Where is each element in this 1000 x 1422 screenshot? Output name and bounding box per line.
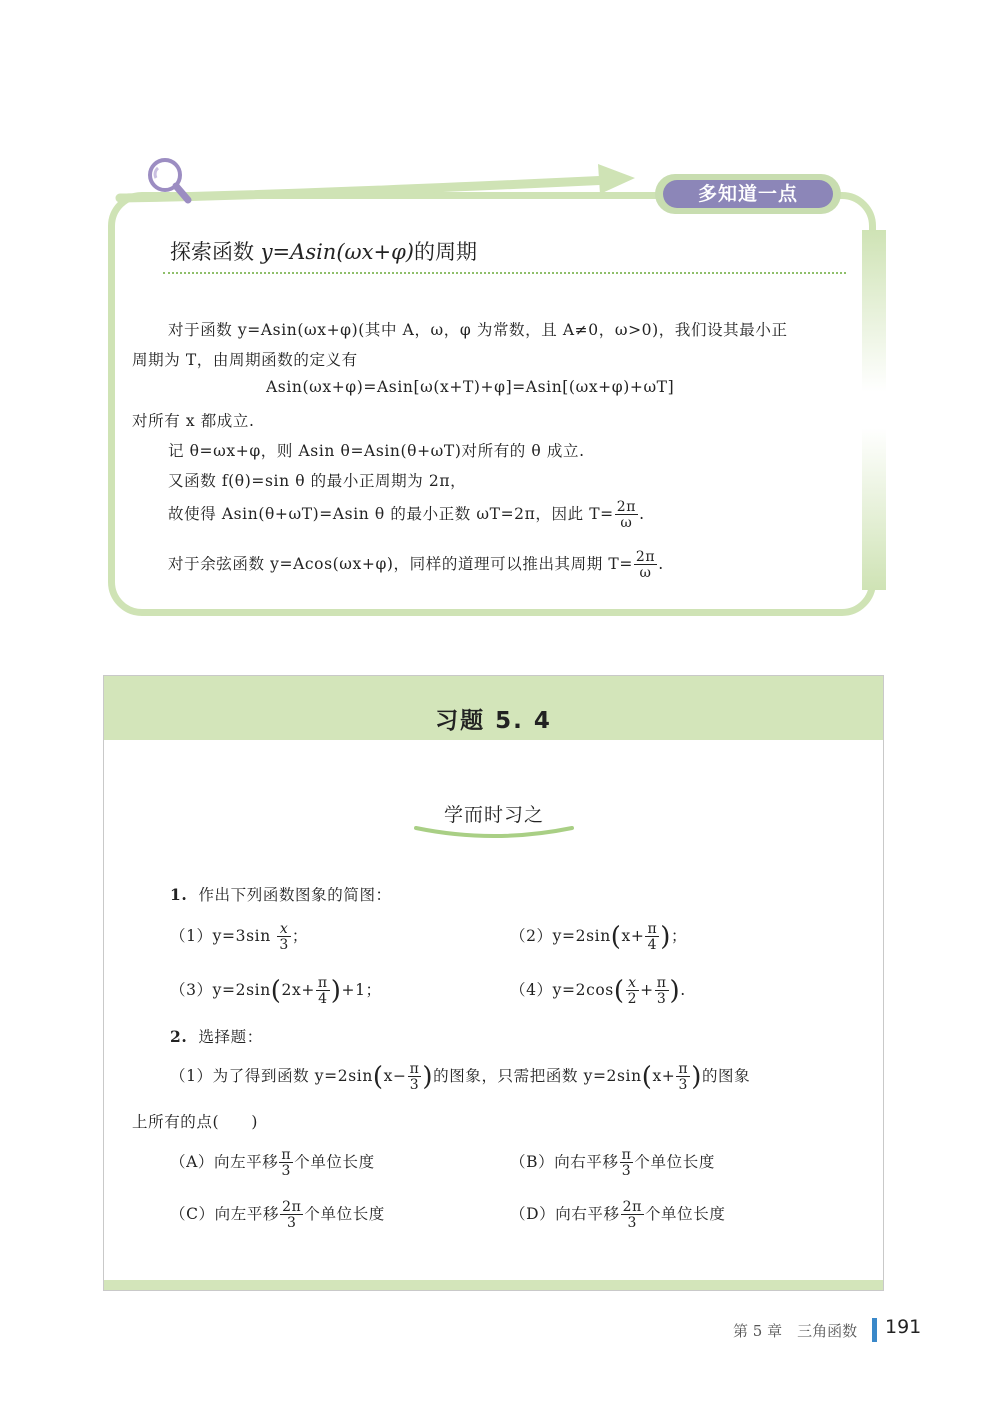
left-paren: (: [610, 922, 622, 952]
item-text: 的图象，只需把函数 y=2sin: [433, 1067, 642, 1085]
option-d: [510, 1200, 725, 1230]
right-paren: ): [330, 976, 342, 1006]
left-paren: (: [372, 1062, 384, 1092]
info-paragraph-3: 记 θ=ωx+φ，则 Asin θ=Asin(θ+ωT)对所有的 θ 成立.: [168, 442, 585, 460]
info-p5-text: 故使得 Asin(θ+ωT)=Asin θ 的最小正数 ωT=2π，因此 T=: [168, 505, 614, 523]
fraction-numerator: x: [277, 922, 291, 937]
q2-sub-1-line-2: 上所有的点( ): [132, 1113, 258, 1131]
question-number: 2.: [170, 1027, 188, 1046]
item-text: 为了得到函数 y=2sin: [212, 1067, 373, 1085]
item-formula-inner: x−: [383, 1067, 407, 1085]
option-b: [510, 1148, 715, 1178]
info-p6-text: 对于余弦函数 y=Acos(ωx+φ)，同样的道理可以推出其周期 T=: [168, 555, 633, 573]
fraction-denominator: 3: [279, 937, 289, 953]
item-formula: y=3sin: [212, 927, 277, 945]
fraction-numerator: 2π: [622, 1199, 642, 1215]
exercise-title: 习题 5. 4: [435, 708, 552, 734]
item-fraction: [408, 1062, 422, 1092]
item-formula: y=2sin: [552, 927, 611, 945]
exercise-subtitle: 学而时习之: [443, 804, 544, 826]
option-c: [170, 1200, 385, 1230]
option-label: （A）: [170, 1153, 214, 1171]
option-label: （B）: [510, 1153, 555, 1171]
option-text: 个单位长度: [304, 1205, 385, 1223]
item-fraction: [316, 976, 330, 1006]
period-fraction: [634, 550, 657, 580]
fraction-denominator: 3: [409, 1077, 420, 1093]
item-label: （2）: [510, 927, 553, 945]
q1-item-1: [170, 922, 308, 952]
option-text: 向左平移: [214, 1153, 279, 1171]
fraction-numerator: π: [621, 1147, 632, 1163]
item-text: 的图象: [701, 1067, 751, 1085]
fraction-denominator: 3: [678, 1077, 689, 1093]
left-paren: (: [641, 1062, 653, 1092]
option-label: （D）: [510, 1205, 556, 1223]
fraction-denominator: 4: [647, 937, 658, 953]
option-fraction: [280, 1200, 303, 1230]
footer-divider-bar: [872, 1318, 877, 1342]
option-fraction: [279, 1148, 293, 1178]
right-paren: ): [669, 976, 681, 1006]
item-label: （1）: [170, 927, 213, 945]
item-end: ；: [671, 927, 688, 945]
q1-item-3: [170, 976, 382, 1006]
option-text: 向右平移: [555, 1205, 620, 1223]
fraction-numerator: 2π: [616, 499, 637, 515]
left-paren: (: [270, 976, 282, 1006]
info-paragraph-1-line-1: 对于函数 y=Asin(ωx+φ)(其中 A，ω，φ 为常数，且 A≠0，ω>0)，我们设其最小正: [168, 321, 788, 339]
fraction-denominator: 4: [318, 991, 328, 1007]
fraction-denominator: ω: [620, 515, 633, 531]
right-paren: ): [691, 1062, 702, 1092]
footer-chapter: 第 5 章 三角函数: [733, 1322, 858, 1340]
right-paren: ): [660, 922, 672, 952]
fraction-numerator: π: [656, 975, 667, 991]
item-end: +1；: [341, 981, 382, 999]
item-formula: y=2sin: [212, 981, 271, 999]
magnifier-arrow-decoration: [100, 150, 660, 220]
info-paragraph-6: [168, 550, 664, 580]
info-title: [170, 236, 477, 266]
option-fraction: [620, 1148, 634, 1178]
fraction-numerator: x: [626, 976, 640, 991]
info-title-math: y=Asin(ωx+φ): [260, 240, 414, 264]
item-formula: y=2cos: [552, 981, 614, 999]
fraction-denominator: 3: [621, 1163, 632, 1179]
option-text: 个单位长度: [294, 1153, 375, 1171]
option-a: [170, 1148, 375, 1178]
info-paragraph-4: 又函数 f(θ)=sin θ 的最小正周期为 2π，: [168, 472, 467, 490]
info-p6-end: .: [658, 555, 664, 573]
item-end: ；: [291, 927, 308, 945]
item-fraction: [277, 922, 291, 952]
info-paragraph-5: [168, 500, 645, 530]
question-number: 1.: [170, 885, 188, 904]
option-text: 个单位长度: [634, 1153, 715, 1171]
option-fraction: [621, 1200, 644, 1230]
q1-item-4: [510, 976, 686, 1006]
question-2: [170, 1025, 263, 1047]
fraction-denominator: 3: [281, 1163, 292, 1179]
info-paragraph-1-line-2: 周期为 T，由周期函数的定义有: [132, 351, 358, 369]
fraction-numerator: π: [678, 1061, 689, 1077]
option-text: 向左平移: [214, 1205, 280, 1223]
info-box-right-edge: [862, 230, 886, 590]
question-text: 选择题：: [198, 1028, 263, 1046]
option-text: 个单位长度: [644, 1205, 726, 1223]
fraction-numerator: π: [647, 921, 658, 937]
info-paragraph-2: 对所有 x 都成立.: [132, 412, 255, 430]
fraction-numerator: 2π: [635, 549, 656, 565]
info-equation: Asin(ωx+φ)=Asin[ω(x+T)+φ]=Asin[(ωx+φ)+ωT]: [266, 378, 675, 396]
period-fraction: [615, 500, 638, 530]
item-label: （3）: [170, 981, 213, 999]
item-label: （4）: [510, 981, 553, 999]
info-title-divider: [163, 272, 846, 274]
item-end: .: [680, 981, 686, 999]
fraction-denominator: 2: [627, 991, 638, 1007]
item-formula-inner: x+: [621, 927, 645, 945]
left-paren: (: [613, 976, 625, 1006]
question-1: [170, 883, 392, 905]
fraction-numerator: π: [281, 1147, 292, 1163]
option-text: 向右平移: [554, 1153, 619, 1171]
q2-sub-1: [170, 1062, 750, 1092]
option-label: （C）: [170, 1205, 215, 1223]
info-title-prefix: 探索函数: [170, 240, 261, 264]
right-paren: ): [422, 1062, 434, 1092]
subtitle-swoosh-decoration: [414, 824, 574, 844]
fraction-denominator: 3: [627, 1215, 638, 1231]
item-fraction: [645, 922, 659, 952]
item-formula-inner: 2x+: [281, 981, 315, 999]
exercise-bottom-band: [104, 1280, 883, 1290]
info-title-suffix: 的周期: [413, 240, 477, 264]
fraction-denominator: 3: [656, 991, 667, 1007]
page-number: 191: [885, 1316, 922, 1338]
item-fraction: [676, 1062, 690, 1092]
info-p5-end: .: [639, 505, 645, 523]
fraction-numerator: π: [409, 1061, 420, 1077]
item-plus: +: [640, 981, 654, 999]
q1-item-2: [510, 922, 687, 952]
question-text: 作出下列函数图象的简图：: [198, 886, 392, 904]
fraction-numerator: 2π: [282, 1199, 302, 1215]
item-fraction: [655, 976, 669, 1006]
fraction-denominator: 3: [286, 1215, 297, 1231]
badge-label: 多知道一点: [663, 180, 833, 208]
item-label: （1）: [170, 1067, 213, 1085]
fraction-denominator: ω: [639, 565, 652, 581]
item-fraction: [626, 976, 640, 1006]
fraction-numerator: π: [317, 975, 328, 991]
item-formula-inner: x+: [652, 1067, 676, 1085]
